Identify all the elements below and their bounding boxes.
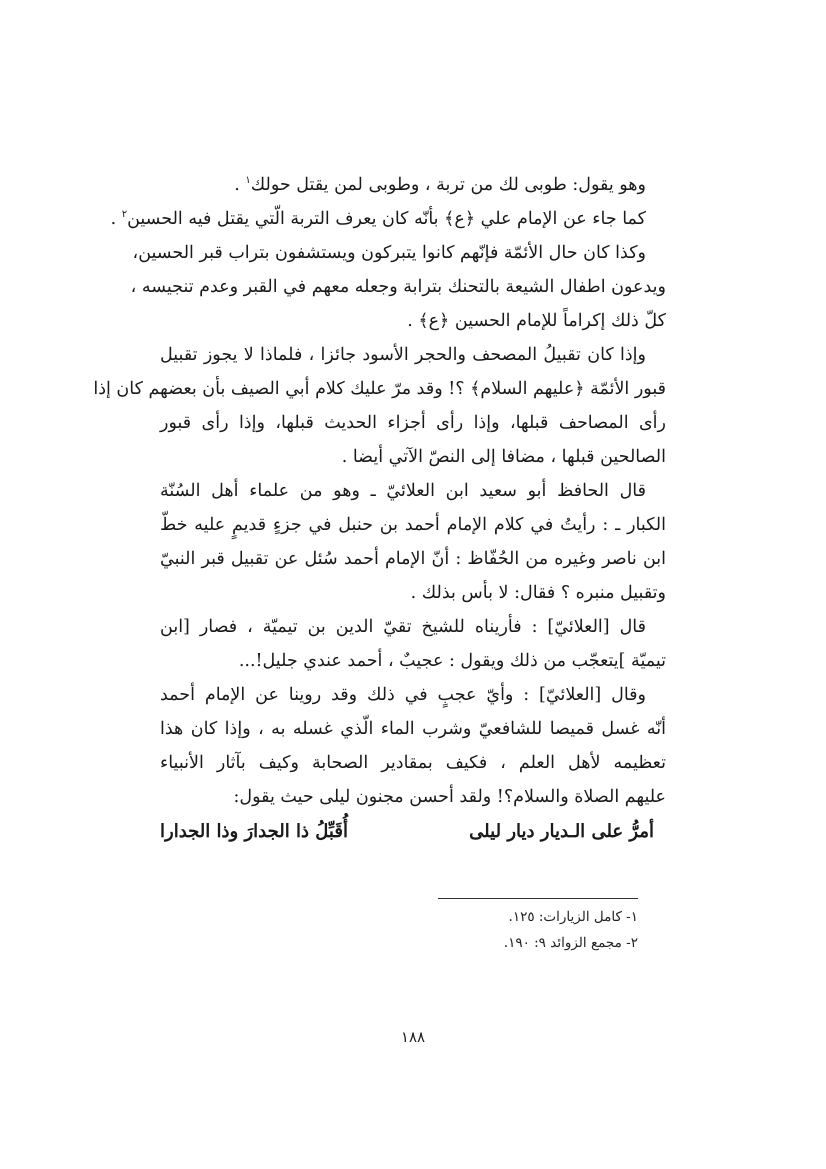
- verse-second-hemistich: أُقَبِّلُ ذا الجدارَ وذا الجدارا: [160, 821, 348, 842]
- page-number: ١٨٨: [400, 1028, 426, 1046]
- footnote-ref[interactable]: ١: [245, 175, 251, 187]
- body-line: ويدعون اطفال الشيعة بالتحنك بترابة وجعله معهم في القبر وعدم تنجيسه ،: [130, 277, 666, 297]
- body-line: قال [العلائيّ] : فأريناه للشيخ تقيّ الدين بن تيميّة ، فصار [ابن: [160, 617, 646, 637]
- footnote-item: ٢- مجمع الزوائد ٩: ١٩٠.: [503, 935, 638, 951]
- page-body: [93, 168, 666, 850]
- footnote-ref[interactable]: ٢: [121, 209, 128, 221]
- body-line: كلّ ذلك إكراماً للإمام الحسين ﴿ع﴾ .: [407, 311, 666, 331]
- body-line: تيميّة ]يتعجّب من ذلك ويقول : عجيبٌ ، أحمد عندي جليل!...: [238, 651, 666, 671]
- body-line: قبور الأئمّة ﴿عليهم السلام﴾ ؟! وقد مرّ عليك كلام أبي الصيف بأن بعضهم كان إذا: [93, 379, 666, 399]
- body-line: وكذا كان حال الأئمّة فإنّهم كانوا يتبركون ويستشفون بتراب قبر الحسين،: [132, 243, 646, 263]
- body-line: وتقبيل منبره ؟ فقال: لا بأس بذلك .: [410, 583, 666, 603]
- body-line: أنّه غسل قميصا للشافعيّ وشرب الماء الّذي غسله به ، وإذا كان هذا: [160, 719, 666, 739]
- body-line: الكبار ـ : رأيتُ في كلام الإمام أحمد بن حنبل في جزءٍ قديمٍ عليه خطّ: [160, 515, 666, 535]
- footnotes: [300, 904, 638, 956]
- body-line: الصالحين قبلها ، مضافا إلى النصّ الآتي أيضا .: [341, 447, 666, 467]
- body-line: ابن ناصر وغيره من الحُفّاظ : أنّ الإمام أحمد سُئل عن تقبيل قبر النبيّ: [160, 549, 666, 569]
- body-line: وقال [العلائيّ] : وأيّ عجبٍ في ذلك وقد روينا عن الإمام أحمد: [160, 685, 646, 705]
- poetry-verse: [160, 814, 666, 850]
- footnote-divider: [438, 898, 638, 899]
- body-line: عليهم الصلاة والسلام؟! ولقد أحسن مجنون ليلى حيث يقول:: [233, 787, 666, 807]
- body-line: تعظيمه لأهل العلم ، فكيف بمقادير الصحابة وكيف بآثار الأنبياء: [160, 753, 666, 773]
- footnote-item: ١- كامل الزيارات: ١٢٥.: [508, 909, 638, 925]
- body-line: قال الحافظ أبو سعيد ابن العلائيّ ـ وهو من علماء أهل السُنّة: [160, 481, 646, 501]
- body-line: وإذا كان تقبيلُ المصحف والحجر الأسود جائزا ، فلماذا لا يجوز تقبيل: [160, 345, 646, 365]
- body-line: رأى المصاحف قبلها، وإذا رأى أجزاء الحديث قبلها، وإذا رأى قبور: [160, 413, 666, 433]
- body-line: كما جاء عن الإمام علي ﴿ع﴾ بأنّه كان يعرف التربة الّتي يقتل فيه الحسين$^٢$ .: [110, 209, 646, 229]
- body-line: وهو يقول: طوبى لك من تربة ، وطوبى لمن يقتل حولك$^١$ .: [234, 175, 646, 195]
- verse-first-hemistich: أمرُّ على الـديار ديار ليلى: [469, 821, 654, 842]
